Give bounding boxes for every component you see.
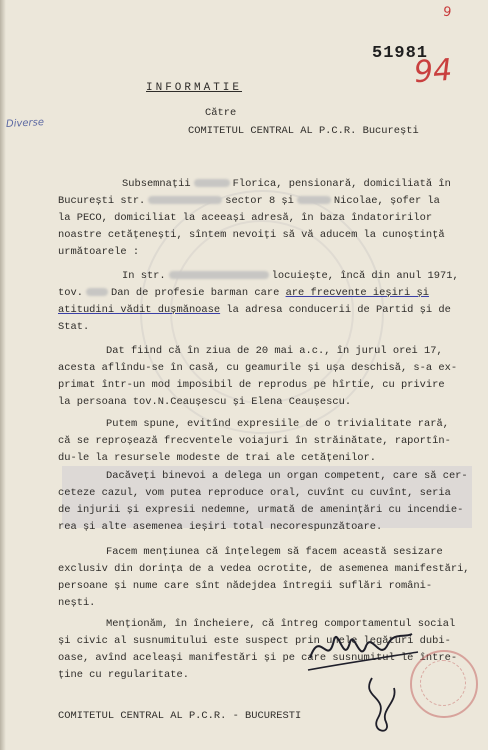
document-title: INFORMATIE <box>146 82 243 94</box>
p2-line-4: Stat. <box>58 321 90 333</box>
p3-line-3: primat într-un mod imposibil de reprodus pe hîrtie, cu privire <box>58 379 445 391</box>
p2-l1b: locuiește, încă din anul 1971, <box>271 270 459 282</box>
seal-stamp <box>410 650 478 718</box>
p3-line-2: acesta aflîndu-se în casă, cu geamurile și ușa deschisă, s-a ex- <box>58 362 458 374</box>
p2-line-1 <box>122 270 459 283</box>
p5-line-2: ceteze cazul, vom putea reproduce oral, cuvînt cu cuvînt, seria <box>58 487 451 499</box>
p6-line-1: Facem mențiunea că înțelegem să facem această sesizare <box>106 546 443 558</box>
page-edge-shadow <box>0 0 6 750</box>
p2-line-2 <box>58 287 429 300</box>
p6-line-2: exclusiv din dorința de a vedea ocrotite, de asemenea manifestări, <box>58 563 470 575</box>
p3-line-1: Dat fiind că în ziua de 20 mai a.c., în jurul orei 17, <box>106 345 443 357</box>
p2-line-3 <box>58 304 451 317</box>
p6-line-3: persoane și nume care sînt nădejdea întregii suflări români- <box>58 580 433 592</box>
addressee-line-1: Către <box>205 107 237 119</box>
p3-line-4: la persoana tov.N.Ceaușescu și Elena Ceaușescu. <box>58 396 352 408</box>
p7-line-1: Menționăm, în încheiere, că întreg comportamentul social <box>106 618 456 630</box>
p1-line-3: la PECO, domiciliat la aceeași adresă, în baza îndatoririlor <box>58 212 433 224</box>
p1-line-5: următoarele : <box>58 246 140 258</box>
margin-note: Diverse <box>5 117 45 130</box>
redacted-address <box>148 196 222 204</box>
p7-line-2: și civic al susnumitului este suspect prin unele legături dubi- <box>58 635 451 647</box>
corner-mark: 9 <box>441 4 453 21</box>
p1-l1a: Subsemnații <box>122 178 191 190</box>
p5-line-1: Dacăveți binevoi a delega un organ competent, care să cer- <box>106 470 468 482</box>
document-number: 51981 <box>372 44 429 63</box>
p2-l2a: tov. <box>58 287 83 299</box>
p1-line-1 <box>122 178 451 191</box>
p4-line-3: du-le la resursele modeste de trai ale cetățenilor. <box>58 452 377 464</box>
p2-l2b: Dan de profesie barman care <box>110 287 280 299</box>
p1-l2b: sector 8 și <box>225 195 294 207</box>
p1-l2c: Nicolae, șofer la <box>333 195 440 207</box>
addressee-line-2: COMITETUL CENTRAL AL P.C.R. București <box>188 125 419 137</box>
p4-line-1: Putem spune, evitînd expresiile de o trivialitate rară, <box>106 418 449 430</box>
footer-line: COMITETUL CENTRAL AL P.C.R. - BUCURESTI <box>58 710 302 722</box>
p5-line-4: rea și alte asemenea ieșiri total necorespunzătoare. <box>58 521 383 533</box>
p4-line-2: că se reproșează frecventele voiajuri în străinătate, raportîn- <box>58 435 451 447</box>
handwritten-number: 94 <box>412 52 454 91</box>
p1-line-4: noastre cetățenești, sîntem nevoiți să vă aducem la cunoștință <box>58 229 445 241</box>
p2-l3a-underlined: atitudini vădit dușmănoase <box>58 304 221 316</box>
p7-line-3: oase, avînd aceleași manifestări și pe care susnumitul le între- <box>58 652 458 664</box>
p1-line-2 <box>58 195 440 208</box>
redacted-name <box>297 196 331 204</box>
p7-line-4: ține cu regularitate. <box>58 669 189 681</box>
p6-line-4: nești. <box>58 597 96 609</box>
p5-line-3: de injurii și expresii nedemne, urmată de amenințări cu incendie- <box>58 504 464 516</box>
p2-l2c-underlined: are frecvente ieșiri și <box>285 287 429 299</box>
p1-l1b: Florica, pensionară, domiciliată în <box>232 178 451 190</box>
p1-l2a: București str. <box>58 195 146 207</box>
redacted-name <box>194 179 230 187</box>
p2-l1a: In str. <box>122 270 166 282</box>
redacted-name <box>86 288 108 296</box>
redacted-address <box>169 271 269 279</box>
p2-l3b: la adresa conducerii de Partid și de <box>220 304 451 316</box>
